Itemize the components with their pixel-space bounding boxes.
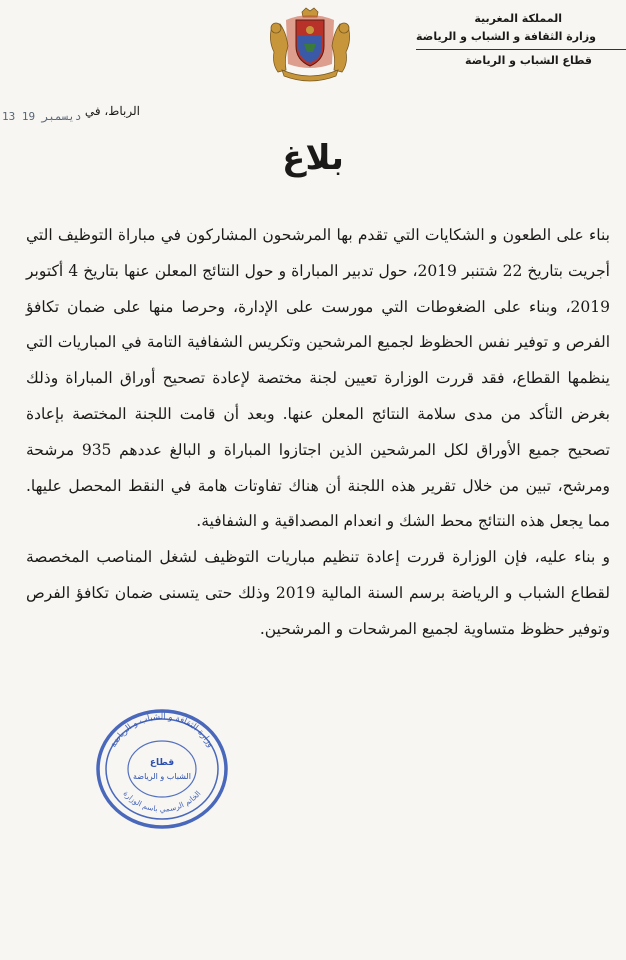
page-title: بلاغ <box>282 138 344 178</box>
official-stamp-seal <box>92 707 232 831</box>
svg-text:الخاتم الرسمي باسم الوزارة <box>122 789 203 814</box>
seal-center-line-2: الشباب و الرياضة <box>133 772 191 781</box>
communique-body <box>26 218 610 648</box>
seal-bottom-text: الخاتم الرسمي باسم الوزارة <box>121 788 203 814</box>
body-paragraph-1: بناء على الطعون و الشكايات التي تقدم بها المرشحون المشاركون في مباراة التوظيف التي أجريت بتاريخ 22 شتنبر 2019، حول تدبير المباراة و حول النتائج المعلن عنها بتاريخ 4 أكتوبر 2019، وبناء على الضغوطات التي مورست على الإدارة، وحرصا منها على ضمان تكافؤ الفرص و توفير نفس الحظوظ لجميع المرشحين وتكريس الشفافية التامة في المباريات التي ينظمها القطاع، فقد قررت الوزارة تعيين لجنة مختصة لإعادة تصحيح أوراق المباراة وذلك بغرض التأكد من مدى سلامة النتائج المعلن عنها. وبعد أن قامت اللجنة المختصة بإعادة تصحيح جميع الأوراق لكل المرشحين الذين اجتازوا المباراة و البالغ عددهم 935 مرشحة ومرشح، تبين من خلال تقرير هذه اللجنة أن هناك تفاوتات هامة في النقط المحصل عليها. مما يجعل هذه النتائج محط الشك و انعدام المصداقية و الشفافية. <box>26 226 610 531</box>
date-line <box>0 104 150 128</box>
body-paragraph-2: و بناء عليه، فإن الوزارة قررت إعادة تنظيم مباريات التوظيف لشغل المناصب المخصصة لقطاع الشباب و الرياضة برسم السنة المالية 2019 وذلك حتى يتسنى ضمان تكافؤ الفرص وتوفير حظوظ متساوية لجميع المرشحات و المرشحين. <box>26 548 610 638</box>
seal-center-line-1: قطاع <box>149 758 175 768</box>
kingdom-label: المملكة المغربية <box>474 12 562 25</box>
seal-outer-text: وزارة الثقافة و الشباب و الرياضة <box>108 711 216 750</box>
ministry-header <box>386 10 596 70</box>
svg-text:وزارة الثقافة و الشباب و الريا <box>109 712 216 749</box>
coat-of-arms-emblem <box>264 6 356 86</box>
ministry-label: وزارة الثقافة و الشباب و الرياضة <box>416 29 596 43</box>
date-label: الرباط، في <box>84 104 140 118</box>
date-stamp: 13 ديسمبر 19 <box>2 110 82 123</box>
header-divider <box>416 49 626 50</box>
sector-label: قطاع الشباب و الرياضة <box>465 54 592 68</box>
